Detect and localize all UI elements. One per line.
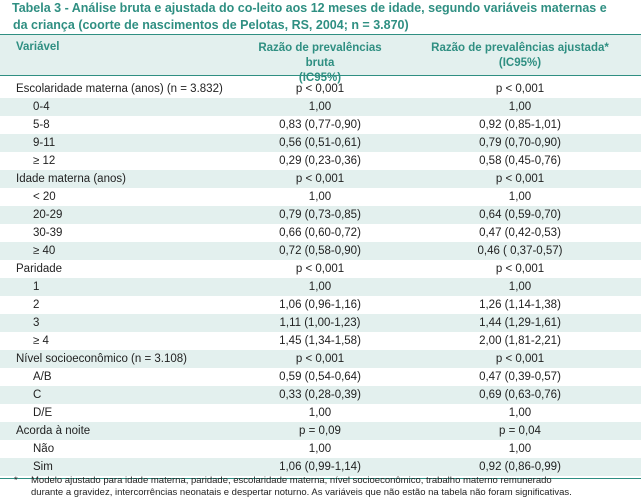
- table-row-variable: [0, 422, 641, 440]
- header-adjusted-ratio: [420, 41, 620, 71]
- row-crude-value: 0,66 (0,60-0,72): [279, 227, 361, 239]
- table-row-category: [0, 386, 641, 404]
- row-label: 2: [33, 299, 40, 311]
- table-row-variable: [0, 350, 641, 368]
- table-row-category: [0, 296, 641, 314]
- table-row-category: [0, 332, 641, 350]
- row-crude-value: 1,45 (1,34-1,58): [279, 335, 361, 347]
- table-row-category: [0, 152, 641, 170]
- row-adjusted-value: p < 0,001: [495, 83, 545, 95]
- row-crude-value: 0,56 (0,51-0,61): [279, 137, 361, 149]
- row-adjusted-value: 0,92 (0,86-0,99): [479, 461, 561, 473]
- row-label: Nível socioeconômico (n = 3.108): [16, 353, 187, 365]
- row-adjusted-value: 0,69 (0,63-0,76): [479, 389, 561, 401]
- row-adjusted-value: 1,00: [508, 101, 532, 113]
- table-title: [12, 0, 637, 34]
- row-label: Não: [33, 443, 55, 455]
- row-crude-value: p < 0,001: [295, 263, 345, 275]
- table-row-category: [0, 188, 641, 206]
- table-row-variable: [0, 170, 641, 188]
- row-label: 1: [33, 281, 40, 293]
- row-adjusted-value: 1,00: [508, 191, 532, 203]
- row-crude-value: 0,83 (0,77-0,90): [279, 119, 361, 131]
- footnote-line-1: Modelo ajustado para idade materna, paridade, escolaridade materna, nível socioeconômico, trabalho materno remunerado: [31, 475, 552, 486]
- row-crude-value: 1,00: [308, 443, 332, 455]
- row-label: A/B: [33, 371, 52, 383]
- row-label: Idade materna (anos): [16, 173, 126, 185]
- row-adjusted-value: 1,00: [508, 281, 532, 293]
- table-row-category: [0, 404, 641, 422]
- row-label: 30-39: [33, 227, 63, 239]
- table-row-category: [0, 440, 641, 458]
- row-crude-value: 1,00: [308, 101, 332, 113]
- row-crude-value: p < 0,001: [295, 173, 345, 185]
- table-title-line-1: Tabela 3 - Análise bruta e ajustada do co-leito aos 12 meses de idade, segundo variáveis maternas e: [12, 1, 607, 15]
- row-label: 0-4: [33, 101, 50, 113]
- table-row-category: [0, 458, 641, 476]
- row-adjusted-value: 1,00: [508, 407, 532, 419]
- table-row-category: [0, 278, 641, 296]
- row-crude-value: 0,29 (0,23-0,36): [279, 155, 361, 167]
- prevalence-table: [0, 34, 641, 479]
- row-crude-value: 1,06 (0,96-1,16): [279, 299, 361, 311]
- table-row-category: [0, 206, 641, 224]
- row-label: ≥ 40: [33, 245, 56, 257]
- row-adjusted-value: 1,00: [508, 443, 532, 455]
- row-label: Acorda à noite: [16, 425, 91, 437]
- row-adjusted-value: p = 0,04: [499, 425, 541, 437]
- row-crude-value: 1,00: [308, 407, 332, 419]
- table-row-category: [0, 224, 641, 242]
- row-adjusted-value: 0,58 (0,45-0,76): [479, 155, 561, 167]
- row-adjusted-value: p < 0,001: [495, 173, 545, 185]
- row-label: 9-11: [33, 137, 56, 149]
- row-label: 20-29: [33, 209, 63, 221]
- row-label: ≥ 12: [33, 155, 56, 167]
- row-label: 5-8: [33, 119, 50, 131]
- row-adjusted-value: 2,00 (1,81-2,21): [479, 335, 561, 347]
- row-crude-value: p = 0,09: [299, 425, 341, 437]
- header-crude-ratio-line-2: (IC95%): [298, 72, 342, 84]
- row-crude-value: 0,72 (0,58-0,90): [279, 245, 361, 257]
- table-title-line-2: da criança (coorte de nascimentos de Pelotas, RS, 2004; n = 3.870): [13, 18, 409, 32]
- row-label: Sim: [33, 461, 53, 473]
- footnote-line-2: durante a gravidez, intercorrências neonatais e despertar noturno. As variáveis que não estão na tabela não foram significativas.: [31, 487, 572, 498]
- row-adjusted-value: 1,26 (1,14-1,38): [479, 299, 561, 311]
- header-adjusted-ratio-line-2: (IC95%): [498, 57, 542, 69]
- row-label: Paridade: [16, 263, 63, 275]
- header-adjusted-ratio-line-1: Razão de prevalências ajustada*: [431, 42, 609, 54]
- row-label: ≥ 4: [33, 335, 49, 347]
- row-crude-value: 1,00: [308, 191, 332, 203]
- row-crude-value: 0,33 (0,28-0,39): [279, 389, 361, 401]
- row-crude-value: 0,79 (0,73-0,85): [279, 209, 361, 221]
- footnote-marker: *: [14, 475, 18, 486]
- row-adjusted-value: p < 0,001: [495, 263, 545, 275]
- row-adjusted-value: 0,79 (0,70-0,90): [479, 137, 561, 149]
- row-crude-value: 1,11 (1,00-1,23): [279, 317, 361, 329]
- row-adjusted-value: p < 0,001: [495, 353, 545, 365]
- table-row-category: [0, 98, 641, 116]
- table-row-variable: [0, 80, 641, 98]
- header-variable: Variável: [16, 41, 60, 53]
- row-adjusted-value: 0,64 (0,59-0,70): [479, 209, 561, 221]
- row-crude-value: 1,00: [308, 281, 332, 293]
- row-crude-value: 0,59 (0,54-0,64): [279, 371, 361, 383]
- footnote-text: [31, 475, 631, 499]
- table-row-category: [0, 314, 641, 332]
- row-crude-value: p < 0,001: [295, 353, 345, 365]
- row-adjusted-value: 0,47 (0,39-0,57): [479, 371, 561, 383]
- table-body: [0, 76, 641, 476]
- table-row-variable: [0, 260, 641, 278]
- table-header: [0, 35, 641, 84]
- row-label: 3: [33, 317, 40, 329]
- row-adjusted-value: 0,46 ( 0,37-0,57): [477, 245, 563, 257]
- table-row-category: [0, 368, 641, 386]
- row-label: D/E: [33, 407, 53, 419]
- row-adjusted-value: 1,44 (1,29-1,61): [479, 317, 561, 329]
- table-row-category: [0, 116, 641, 134]
- row-label: C: [33, 389, 42, 401]
- row-label: Escolaridade materna (anos) (n = 3.832): [16, 83, 223, 95]
- row-label: < 20: [33, 191, 56, 203]
- header-crude-ratio-line-1: Razão de prevalências bruta: [258, 42, 382, 69]
- row-crude-value: 1,06 (0,99-1,14): [279, 461, 361, 473]
- table-row-category: [0, 134, 641, 152]
- row-adjusted-value: 0,92 (0,85-1,01): [479, 119, 561, 131]
- row-adjusted-value: 0,47 (0,42-0,53): [479, 227, 561, 239]
- table-row-category: [0, 242, 641, 260]
- row-crude-value: p < 0,001: [295, 83, 345, 95]
